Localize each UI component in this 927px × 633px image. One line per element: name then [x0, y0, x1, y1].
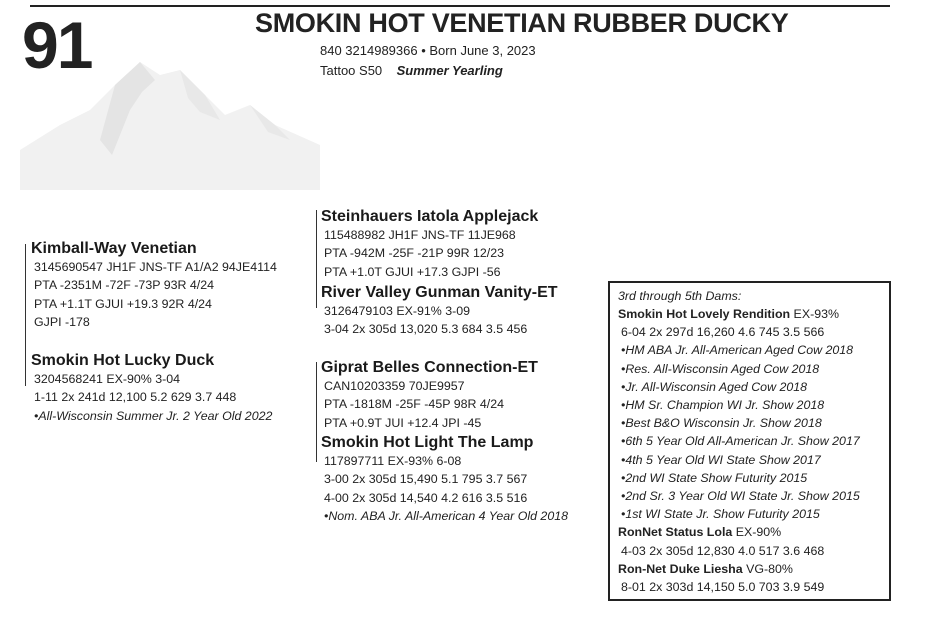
extended-dams-box [608, 281, 891, 601]
mgd-line: 3-00 2x 305d 15,490 5.1 795 3.7 567 [324, 472, 528, 487]
pgd-line: 3126479103 EX-91% 3-09 [324, 304, 471, 318]
dam-line: 3204568241 EX-90% 3-04 [34, 372, 181, 386]
dam-achievement: •All-Wisconsin Summer Jr. 2 Year Old 2022 [34, 408, 273, 423]
pgs-line: PTA +1.0T GJUI +17.3 GJPI -56 [324, 264, 501, 279]
fifth-dam-name-line [618, 560, 889, 578]
sire-line: GJPI -178 [34, 315, 90, 330]
third-dam-achievement: •HM Sr. Champion WI Jr. Show 2018 [621, 398, 825, 413]
pgs-line: PTA -942M -25F -21P 99R 12/23 [324, 246, 504, 261]
third-dam-name: Smokin Hot Lovely Rendition [618, 307, 791, 321]
header-rule [30, 5, 890, 7]
maternal-granddam-block [321, 434, 568, 526]
fifth-dam-name: Ron-Net Duke Liesha [618, 561, 743, 576]
sire-line: 3145690547 JH1F JNS-TF A1/A2 94JE4114 [34, 260, 277, 274]
third-dam-achievement: •1st WI State Jr. Show Futurity 2015 [621, 507, 820, 522]
pgd-line: 3-04 2x 305d 13,020 5.3 684 3.5 456 [324, 322, 528, 337]
animal-id-line: 840 3214989366 • Born June 3, 2023 [320, 43, 536, 58]
mgs-line: PTA -1818M -25F -45P 98R 4/24 [324, 397, 504, 412]
lot-number: 91 [22, 8, 92, 82]
dam-block [31, 352, 272, 425]
paternal-bracket [316, 210, 317, 308]
third-dam-achievement: •6th 5 Year Old All-American Jr. Show 2017 [621, 434, 860, 449]
maternal-granddam-name: Smokin Hot Light The Lamp [321, 434, 534, 451]
paternal-granddam-block [321, 284, 558, 339]
sire-dam-bracket [25, 244, 26, 386]
third-dam-achievement: •2nd WI State Show Futurity 2015 [621, 470, 808, 485]
third-dam-achievement: •4th 5 Year Old WI State Show 2017 [621, 452, 821, 467]
fourth-dam-record: 4-03 2x 305d 12,830 4.0 517 3.6 468 [621, 543, 825, 558]
fifth-dam-record: 8-01 2x 303d 14,150 5.0 703 3.9 549 [621, 580, 825, 595]
sire-line: PTA -2351M -72F -73P 93R 4/24 [34, 278, 214, 293]
mgd-achievement: •Nom. ABA Jr. All-American 4 Year Old 2018 [324, 509, 568, 524]
sire-name: Kimball-Way Venetian [31, 240, 197, 257]
maternal-bracket [316, 362, 317, 462]
dam-line: 1-11 2x 241d 12,100 5.2 629 3.7 448 [34, 390, 237, 405]
fifth-dam-score: VG-80% [742, 561, 793, 576]
animal-class: Summer Yearling [396, 63, 503, 78]
animal-name: SMOKIN HOT VENETIAN RUBBER DUCKY [255, 8, 789, 38]
mgd-line: 4-00 2x 305d 14,540 4.2 616 3.5 516 [324, 490, 528, 505]
fourth-dam-score: EX-90% [732, 525, 782, 540]
mgs-line: CAN10203359 70JE9957 [324, 379, 465, 393]
third-dam-score: EX-93% [790, 307, 840, 321]
paternal-grandsire-name: Steinhauers Iatola Applejack [321, 208, 539, 225]
third-dam-achievement: •HM ABA Jr. All-American Aged Cow 2018 [621, 343, 854, 358]
third-dam-name-line [618, 305, 889, 323]
fourth-dam-name: RonNet Status Lola [618, 525, 733, 540]
dams-box-header: 3rd through 5th Dams: [618, 289, 742, 303]
mgs-line: PTA +0.9T JUI +12.4 JPI -45 [324, 415, 482, 430]
third-dam-record: 6-04 2x 297d 16,260 4.6 745 3.5 566 [621, 325, 825, 340]
third-dam-achievement: •Best B&O Wisconsin Jr. Show 2018 [621, 416, 822, 431]
pgs-line: 115488982 JH1F JNS-TF 11JE968 [324, 228, 516, 242]
third-dam-achievement: •Res. All-Wisconsin Aged Cow 2018 [621, 361, 820, 376]
paternal-grandsire-block [321, 208, 538, 281]
maternal-grandsire-name: Giprat Belles Connection-ET [321, 359, 538, 376]
fourth-dam-name-line [618, 523, 889, 541]
sire-line: PTA +1.1T GJUI +19.3 92R 4/24 [34, 296, 212, 311]
tattoo: Tattoo S50 [320, 63, 383, 78]
dam-name: Smokin Hot Lucky Duck [31, 352, 215, 369]
maternal-grandsire-block [321, 359, 538, 432]
paternal-granddam-name: River Valley Gunman Vanity-ET [321, 284, 558, 301]
sire-block [31, 240, 277, 332]
third-dam-achievement: •Jr. All-Wisconsin Aged Cow 2018 [621, 379, 808, 394]
animal-tattoo-line [320, 63, 503, 78]
third-dam-achievement: •2nd Sr. 3 Year Old WI State Jr. Show 2015 [621, 489, 860, 504]
mgd-line: 117897711 EX-93% 6-08 [324, 454, 462, 468]
